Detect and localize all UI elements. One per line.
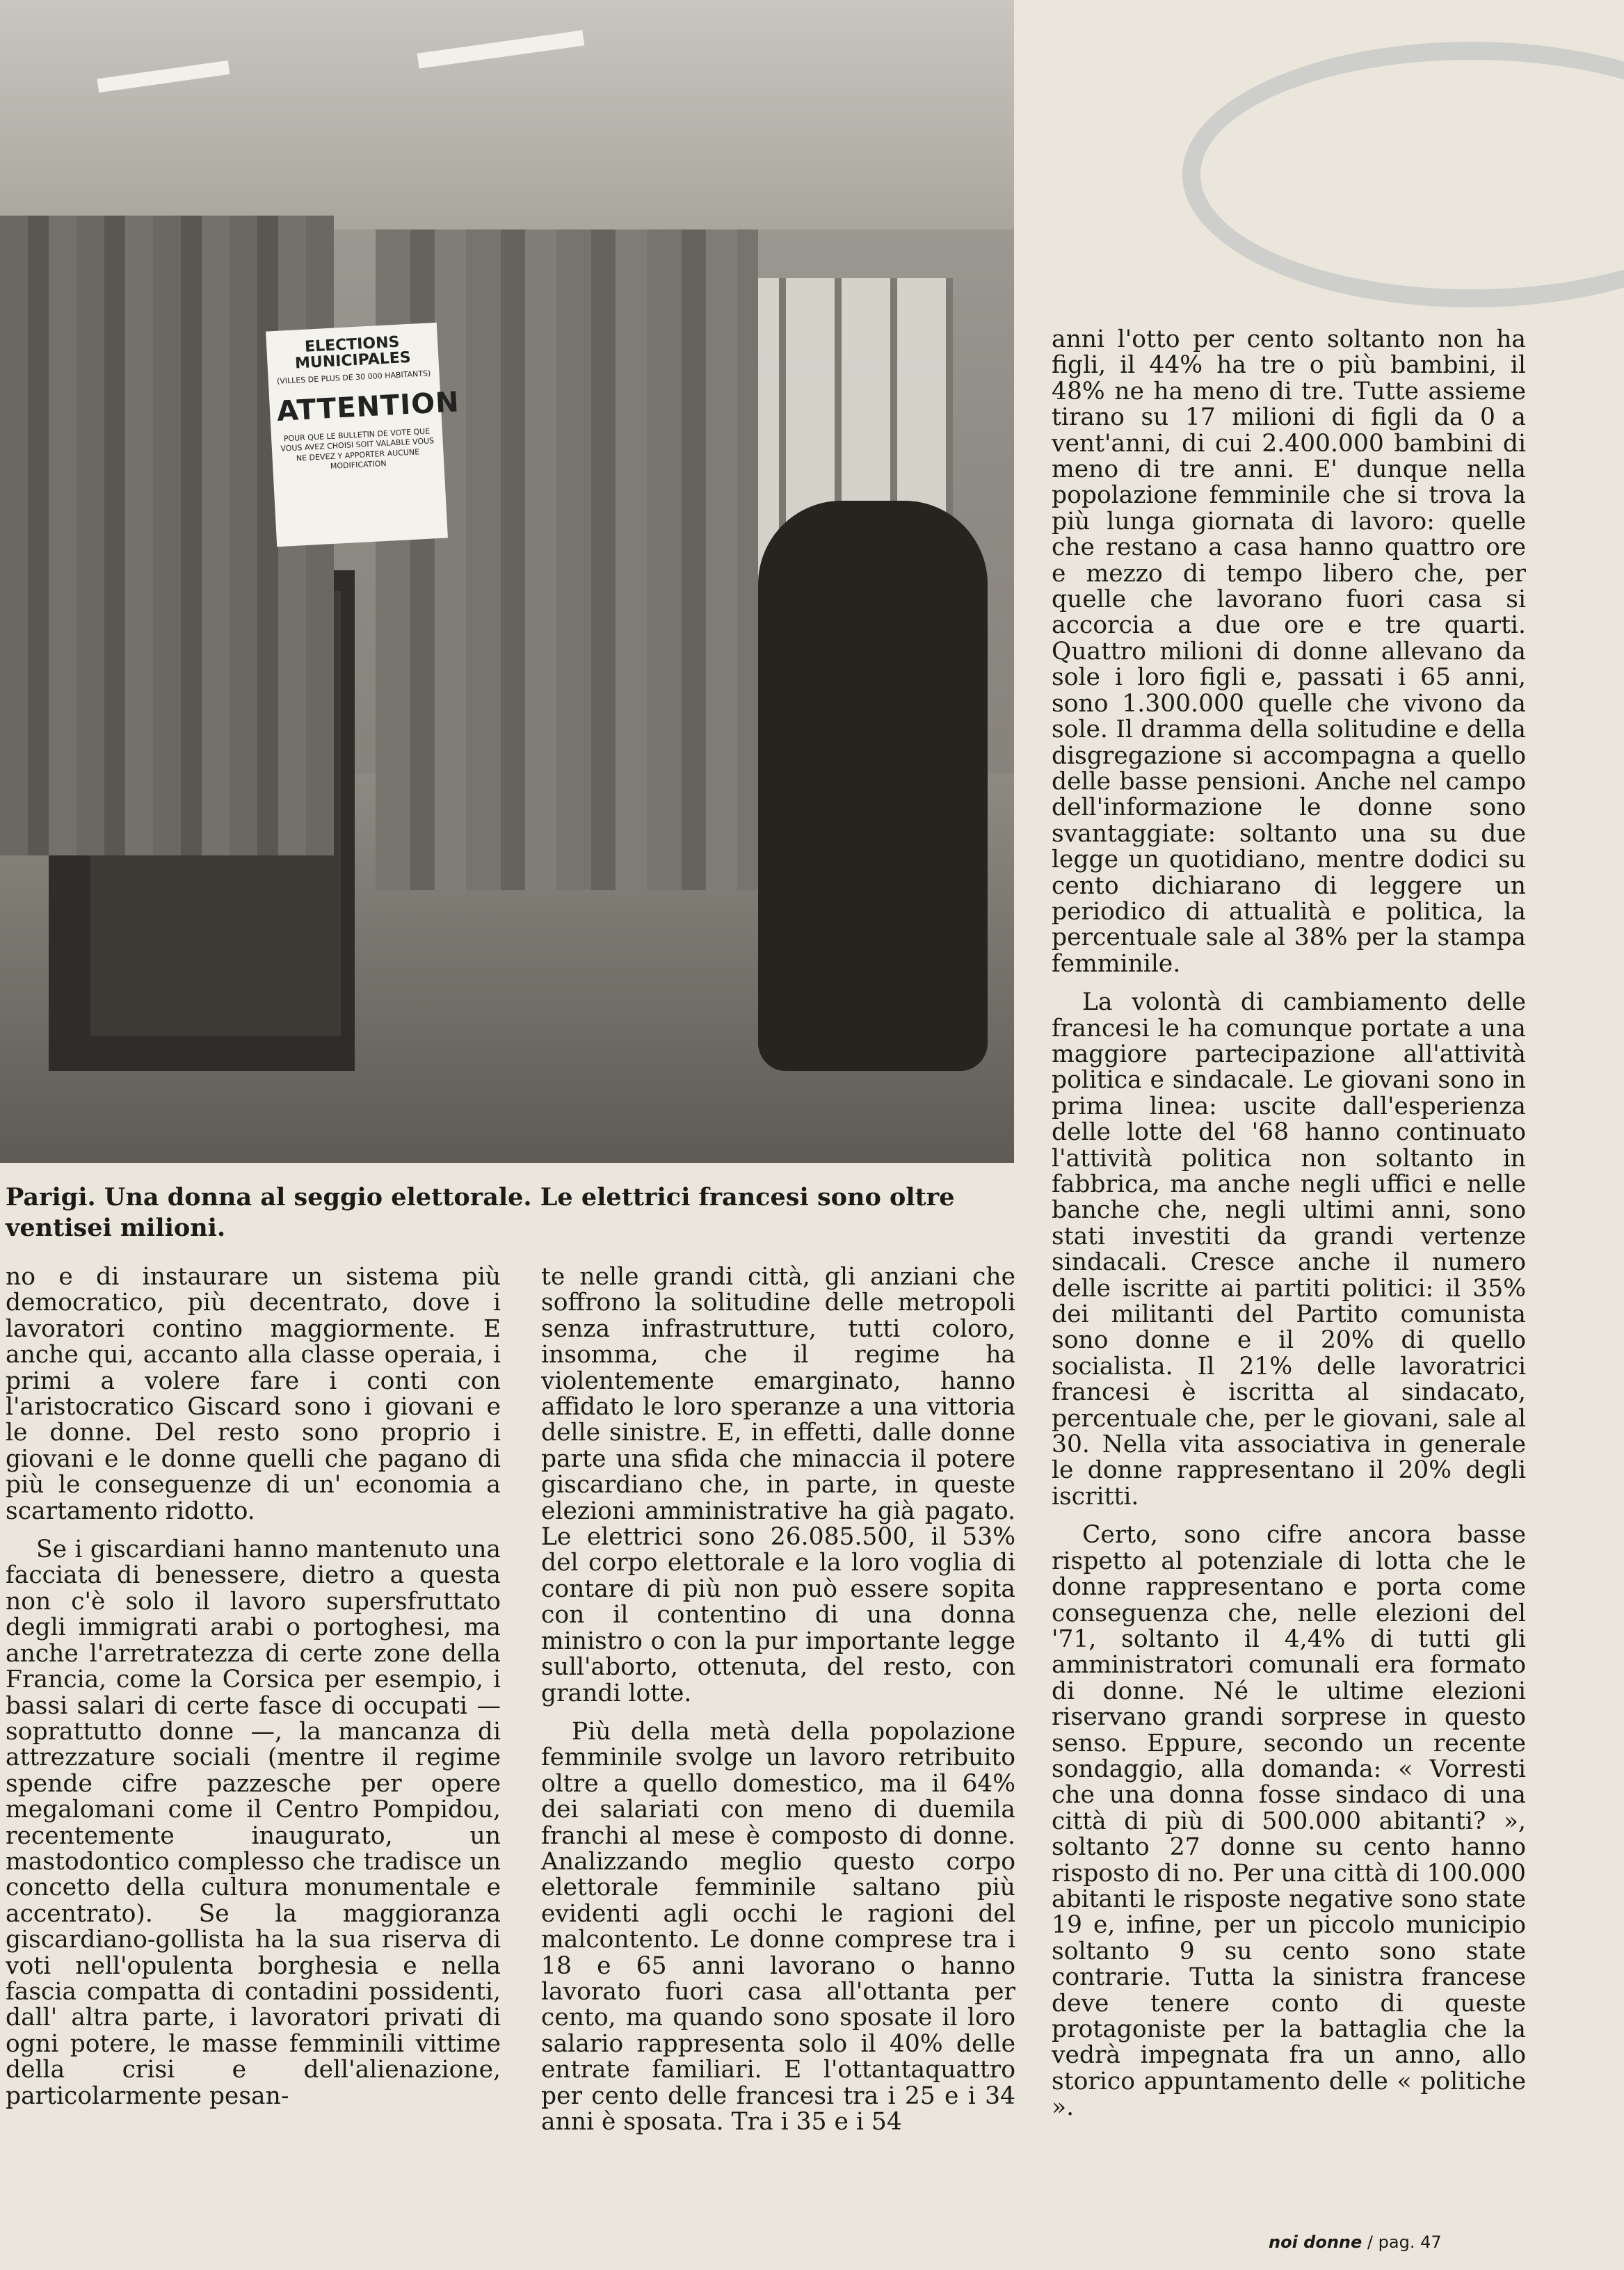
- page-footer: [1269, 2232, 1442, 2252]
- ghost-ring: [1182, 42, 1624, 307]
- paragraph: no e di instaurare un sistema più democratico, più decentrato, dove i lavoratori contino maggiormente. E anche qui, accanto alla classe operaia, i primi a volere fare i conti con l'aristocratico Giscard sono i giovani e le donne. Del resto sono proprio i giovani e le donne quelli che pagano di più le conseguenze di un' economia a scartamento ridotto.: [6, 1263, 501, 1525]
- poster-line-1: ELECTIONS MUNICIPALES: [294, 333, 412, 373]
- poster-line-2: (VILLES DE PLUS DE 30 000 HABITANTS): [276, 369, 431, 387]
- poster-line-4: POUR QUE LE BULLETIN DE VOTE QUE VOUS AVEZ CHOISI SOIT VALABLE VOUS NE DEVEZ Y APPORTER AUCUNE MODIFICATION: [280, 426, 435, 472]
- election-poster: [266, 323, 460, 547]
- column-2: [541, 1264, 1015, 2135]
- paragraph: Se i giscardiani hanno mantenuto una facciata di benessere, dietro a questa non c'è solo il lavoro supersfruttato degli immigrati arabi o portoghesi, ma anche l'arretratezza di certe zone della Francia, come la Corsica per esempio, i bassi salari di certe fasce di occupati — soprattutto donne —, la mancanza di attrezzature sociali (mentre il regime spende cifre pazzesche per opere megalomani come il Centro Pompidou, recentemente inaugurato, un mastodontico complesso che tradisce un concetto della cultura monumentale e accentrato). Se la maggioranza giscardiano-gollista ha la sua riserva di voti nell'opulenta borghesia e nella fascia compatta di contadini possidenti, dall' altra parte, i lavoratori privati di ogni potere, le masse femminili vittime della crisi e dell'alienazione, particolarmente pesan-: [6, 1536, 501, 2110]
- page-number: / pag. 47: [1367, 2232, 1442, 2252]
- photo-ceiling: [0, 0, 1014, 230]
- paragraph: anni l'otto per cento soltanto non ha figli, il 44% ha tre o più bambini, il 48% ne ha meno di tre. Tutte assieme tirano su 17 milioni di figli da 0 a vent'anni, di cui 2.400.000 bambini di meno di tre anni. E' dunque nella popolazione femminile che si trova la più lunga giornata di lavoro: quelle che restano a casa hanno quattro ore e mezzo di tempo libero che, per quelle che lavorano fuori casa si accorcia a due ore e tre quarti. Quattro milioni di donne allevano da sole i loro figli e, passati i 65 anni, sono 1.300.000 quelle che vivono da sole. Il dramma della solitudine e della disgregazione si accompagna a quello delle basse pensioni. Anche nel campo dell'informazione le donne sono svantaggiate: soltanto una su due legge un quotidiano, mentre dodici su cento dichiarano di leggere un periodico di attualità e politica, la percentuale sale al 38% per la stampa femminile.: [1052, 325, 1526, 978]
- photo-voting-booth: [0, 0, 1014, 1163]
- poster-line-3: ATTENTION: [275, 386, 460, 428]
- show-through-ring: [1022, 0, 1624, 327]
- woman-figure: [758, 501, 988, 1071]
- paragraph: Più della metà della popolazione femminile svolge un lavoro retribuito oltre a quello domestico, ma il 64% dei salariati con meno di duemila franchi al mese è composto di donne. Analizzando meglio questo corpo elettorale femminile saltano più evidenti agli occhi le ragioni del malcontento. Le donne comprese tra i 18 e 65 anni lavorano o hanno lavorato fuori casa all'ottanta per cento, ma quando sono sposate il loro salario rappresenta solo il 40% delle entrate familiari. E l'ottantaquattro per cento delle francesi tra i 25 e i 34 anni è sposata. Tra i 35 e i 54: [541, 1717, 1015, 2136]
- column-1: [6, 1264, 501, 2109]
- paragraph: La volontà di cambiamento delle francesi le ha comunque portate a una maggiore partecipazione all'attività politica e sindacale. Le giovani sono in prima linea: uscite dall'esperienza delle lotte del '68 hanno continuato l'attività politica non soltanto in fabbrica, ma anche negli uffici e nelle banche che, negli ultimi anni, sono stati investiti da grandi vertenze sindacali. Cresce anche il numero delle iscritte ai partiti politici: il 35% dei militanti del Partito comunista sono donne e il 20% di quello socialista. Il 21% delle lavoratrici francesi è iscritta al sindacato, percentuale che, per le giovani, sale al 30. Nella vita associativa in generale le donne rappresentano il 20% degli iscritti.: [1052, 988, 1526, 1511]
- photo-caption: Parigi. Una donna al seggio elettorale. Le elettrici francesi sono oltre ventisei milioni.: [6, 1183, 955, 1242]
- paragraph: Certo, sono cifre ancora basse rispetto al potenziale di lotta che le donne rappresentano e porta come conseguenza che, nelle elezioni del '71, soltanto il 4,4% di tutti gli amministratori comunali era formato di donne. Né le ultime elezioni riservano grandi sorprese in questo senso. Eppure, secondo un recente sondaggio, alla domanda: « Vorresti che una donna fosse sindaco di una città di più di 500.000 abitanti? », soltanto 27 donne su cento hanno risposto di no. Per una città di 100.000 abitanti le risposte negative sono state 19 e, infine, per un piccolo municipio soltanto 9 su cento sono state contrarie. Tutta la sinistra francese deve tenere conto di queste protagoniste per la battaglia che la vedrà impegnata fra un anno, allo storico appuntamento delle « politiche ».: [1052, 1521, 1526, 2122]
- column-3: [1052, 327, 1526, 2121]
- magazine-name: noi donne: [1269, 2232, 1362, 2252]
- paragraph: te nelle grandi città, gli anziani che soffrono la solitudine delle metropoli senza infrastrutture, tutti coloro, insomma, che il regime ha violentemente emarginato, hanno affidato le loro speranze a una vittoria delle sinistre. E, in effetti, dalle donne parte una sfida che minaccia il potere giscardiano che, in parte, in queste elezioni amministrative ha già pagato. Le elettrici sono 26.085.500, il 53% del corpo elettorale e la loro voglia di contare di più non può essere sopita con il contentino di una donna ministro o con la pur importante legge sull'aborto, ottenuta, del resto, con grandi lotte.: [541, 1263, 1015, 1707]
